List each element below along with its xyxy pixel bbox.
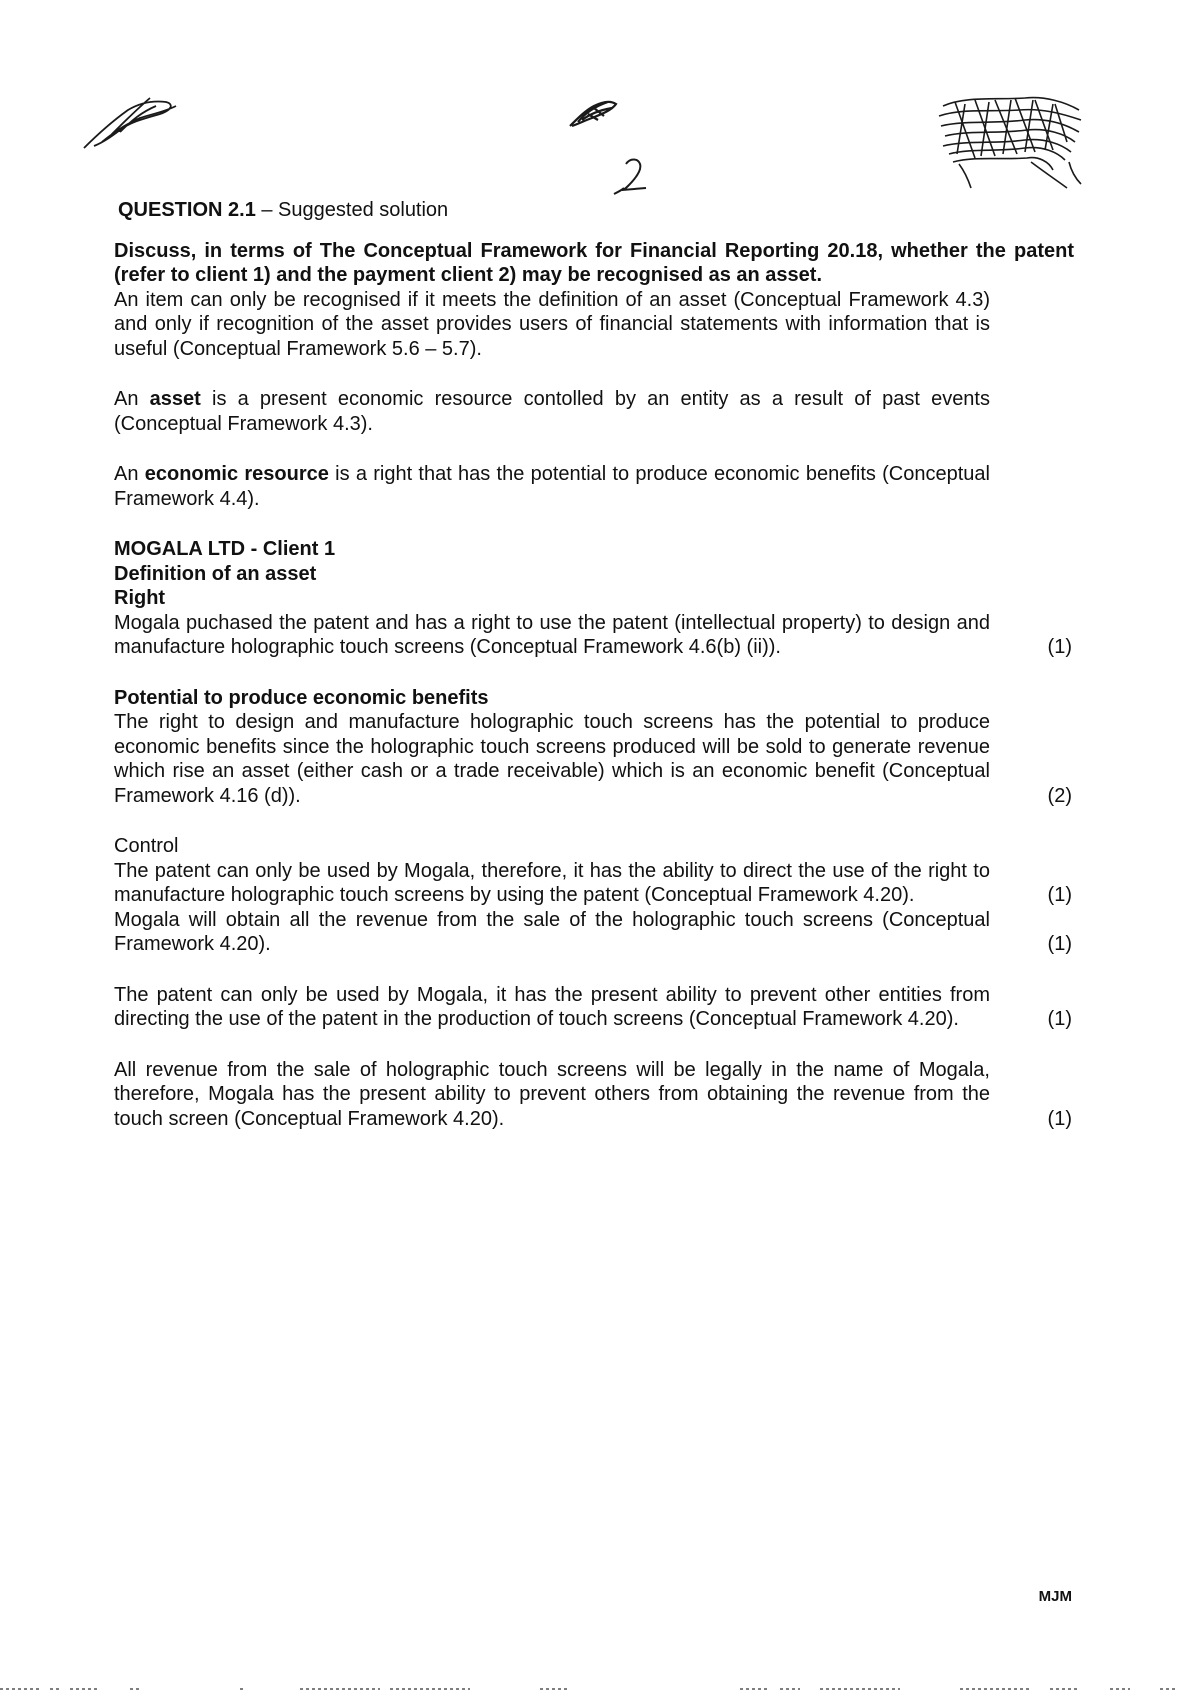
potential-text: The right to design and manufacture holographic touch screens has the potential to produce economic benefits since the holographic touch screens produced will be sold to generate revenue which rise an asset (either cash or a trade receivable) which is an economic benefit (Conceptual Framework 4.16 (d)).	[114, 711, 990, 807]
economic-resource-definition	[114, 462, 990, 511]
resource-term: economic resource	[144, 463, 329, 485]
footer-initials: MJM	[1038, 1588, 1072, 1605]
revenue-legal-mark: (1)	[1047, 1107, 1072, 1130]
scan-artifact-line	[0, 1686, 1200, 1692]
right-mark: (1)	[1047, 636, 1072, 658]
revenue-legal-text: All revenue from the sale of holographic touch screens will be legally in the name of Mogala, therefore, Mogala has the present ability to prevent others from obtaining the revenue from the touch screen (Conceptual Framework 4.20).	[114, 1058, 990, 1130]
asset-def-post: is a present economic resource contolled by an entity as a result of past events (Conceptual Framework 4.3).	[114, 388, 990, 435]
control-text-2: Mogala will obtain all the revenue from the sale of the holographic touch screens (Conceptual Framework 4.20).	[114, 908, 990, 955]
prevent-direct-text: The patent can only be used by Mogala, it has the present ability to prevent other entities from directing the use of the patent in the production of touch screens (Conceptual Framework 4.20).	[114, 983, 990, 1030]
asset-def-pre: An	[114, 388, 139, 410]
initials-middle	[568, 96, 620, 130]
control-mark-2: (1)	[1047, 933, 1072, 955]
signature-right-scribble	[935, 92, 1085, 192]
control-mark-1: (1)	[1047, 884, 1072, 906]
resource-def-pre: An	[114, 463, 139, 485]
question-prompt: Discuss, in terms of The Conceptual Framework for Financial Reporting 20.18, whether the patent (refer to client 1) and the payment client 2) may be recognised as an asset.	[114, 239, 1074, 286]
right-heading: Right	[114, 587, 166, 609]
signature-left	[80, 92, 180, 152]
right-row	[114, 611, 1074, 660]
potential-mark: (2)	[1047, 784, 1072, 807]
handwritten-page-number	[612, 154, 652, 198]
control-text-1: The patent can only be used by Mogala, therefore, it has the ability to direct the use of the right to manufacture holographic touch screens by using the patent (Conceptual Framework 4.20).	[114, 859, 990, 906]
revenue-legal-row	[114, 1058, 1074, 1132]
asset-term: asset	[149, 388, 201, 410]
definition-heading: Definition of an asset	[114, 562, 317, 585]
intro-paragraph: An item can only be recognised if it meets the definition of an asset (Conceptual Framework 4.3) and only if recognition of the asset provides users of financial statements with information that is useful (Conceptual Framework 5.6 – 5.7).	[114, 288, 990, 360]
client-heading: MOGALA LTD - Client 1	[114, 538, 336, 560]
control-row-1	[114, 859, 1074, 908]
question-label: QUESTION 2.1	[118, 199, 256, 221]
question-suffix: – Suggested solution	[261, 199, 449, 221]
solution-body	[114, 198, 1074, 1157]
control-heading: Control	[114, 835, 179, 857]
control-row-2	[114, 908, 1074, 957]
asset-definition	[114, 387, 990, 436]
resource-def-post: is a right that has the potential to produce economic benefits (Conceptual Framework 4.4).	[114, 463, 990, 510]
right-text: Mogala puchased the patent and has a right to use the patent (intellectual property) to design and manufacture holographic touch screens (Conceptual Framework 4.6(b) (ii)).	[114, 611, 990, 658]
potential-heading: Potential to produce economic benefits	[114, 686, 489, 709]
prevent-direct-mark: (1)	[1047, 1008, 1072, 1030]
potential-row	[114, 710, 1074, 808]
prevent-direct-row	[114, 983, 1074, 1032]
question-title	[118, 198, 1074, 223]
